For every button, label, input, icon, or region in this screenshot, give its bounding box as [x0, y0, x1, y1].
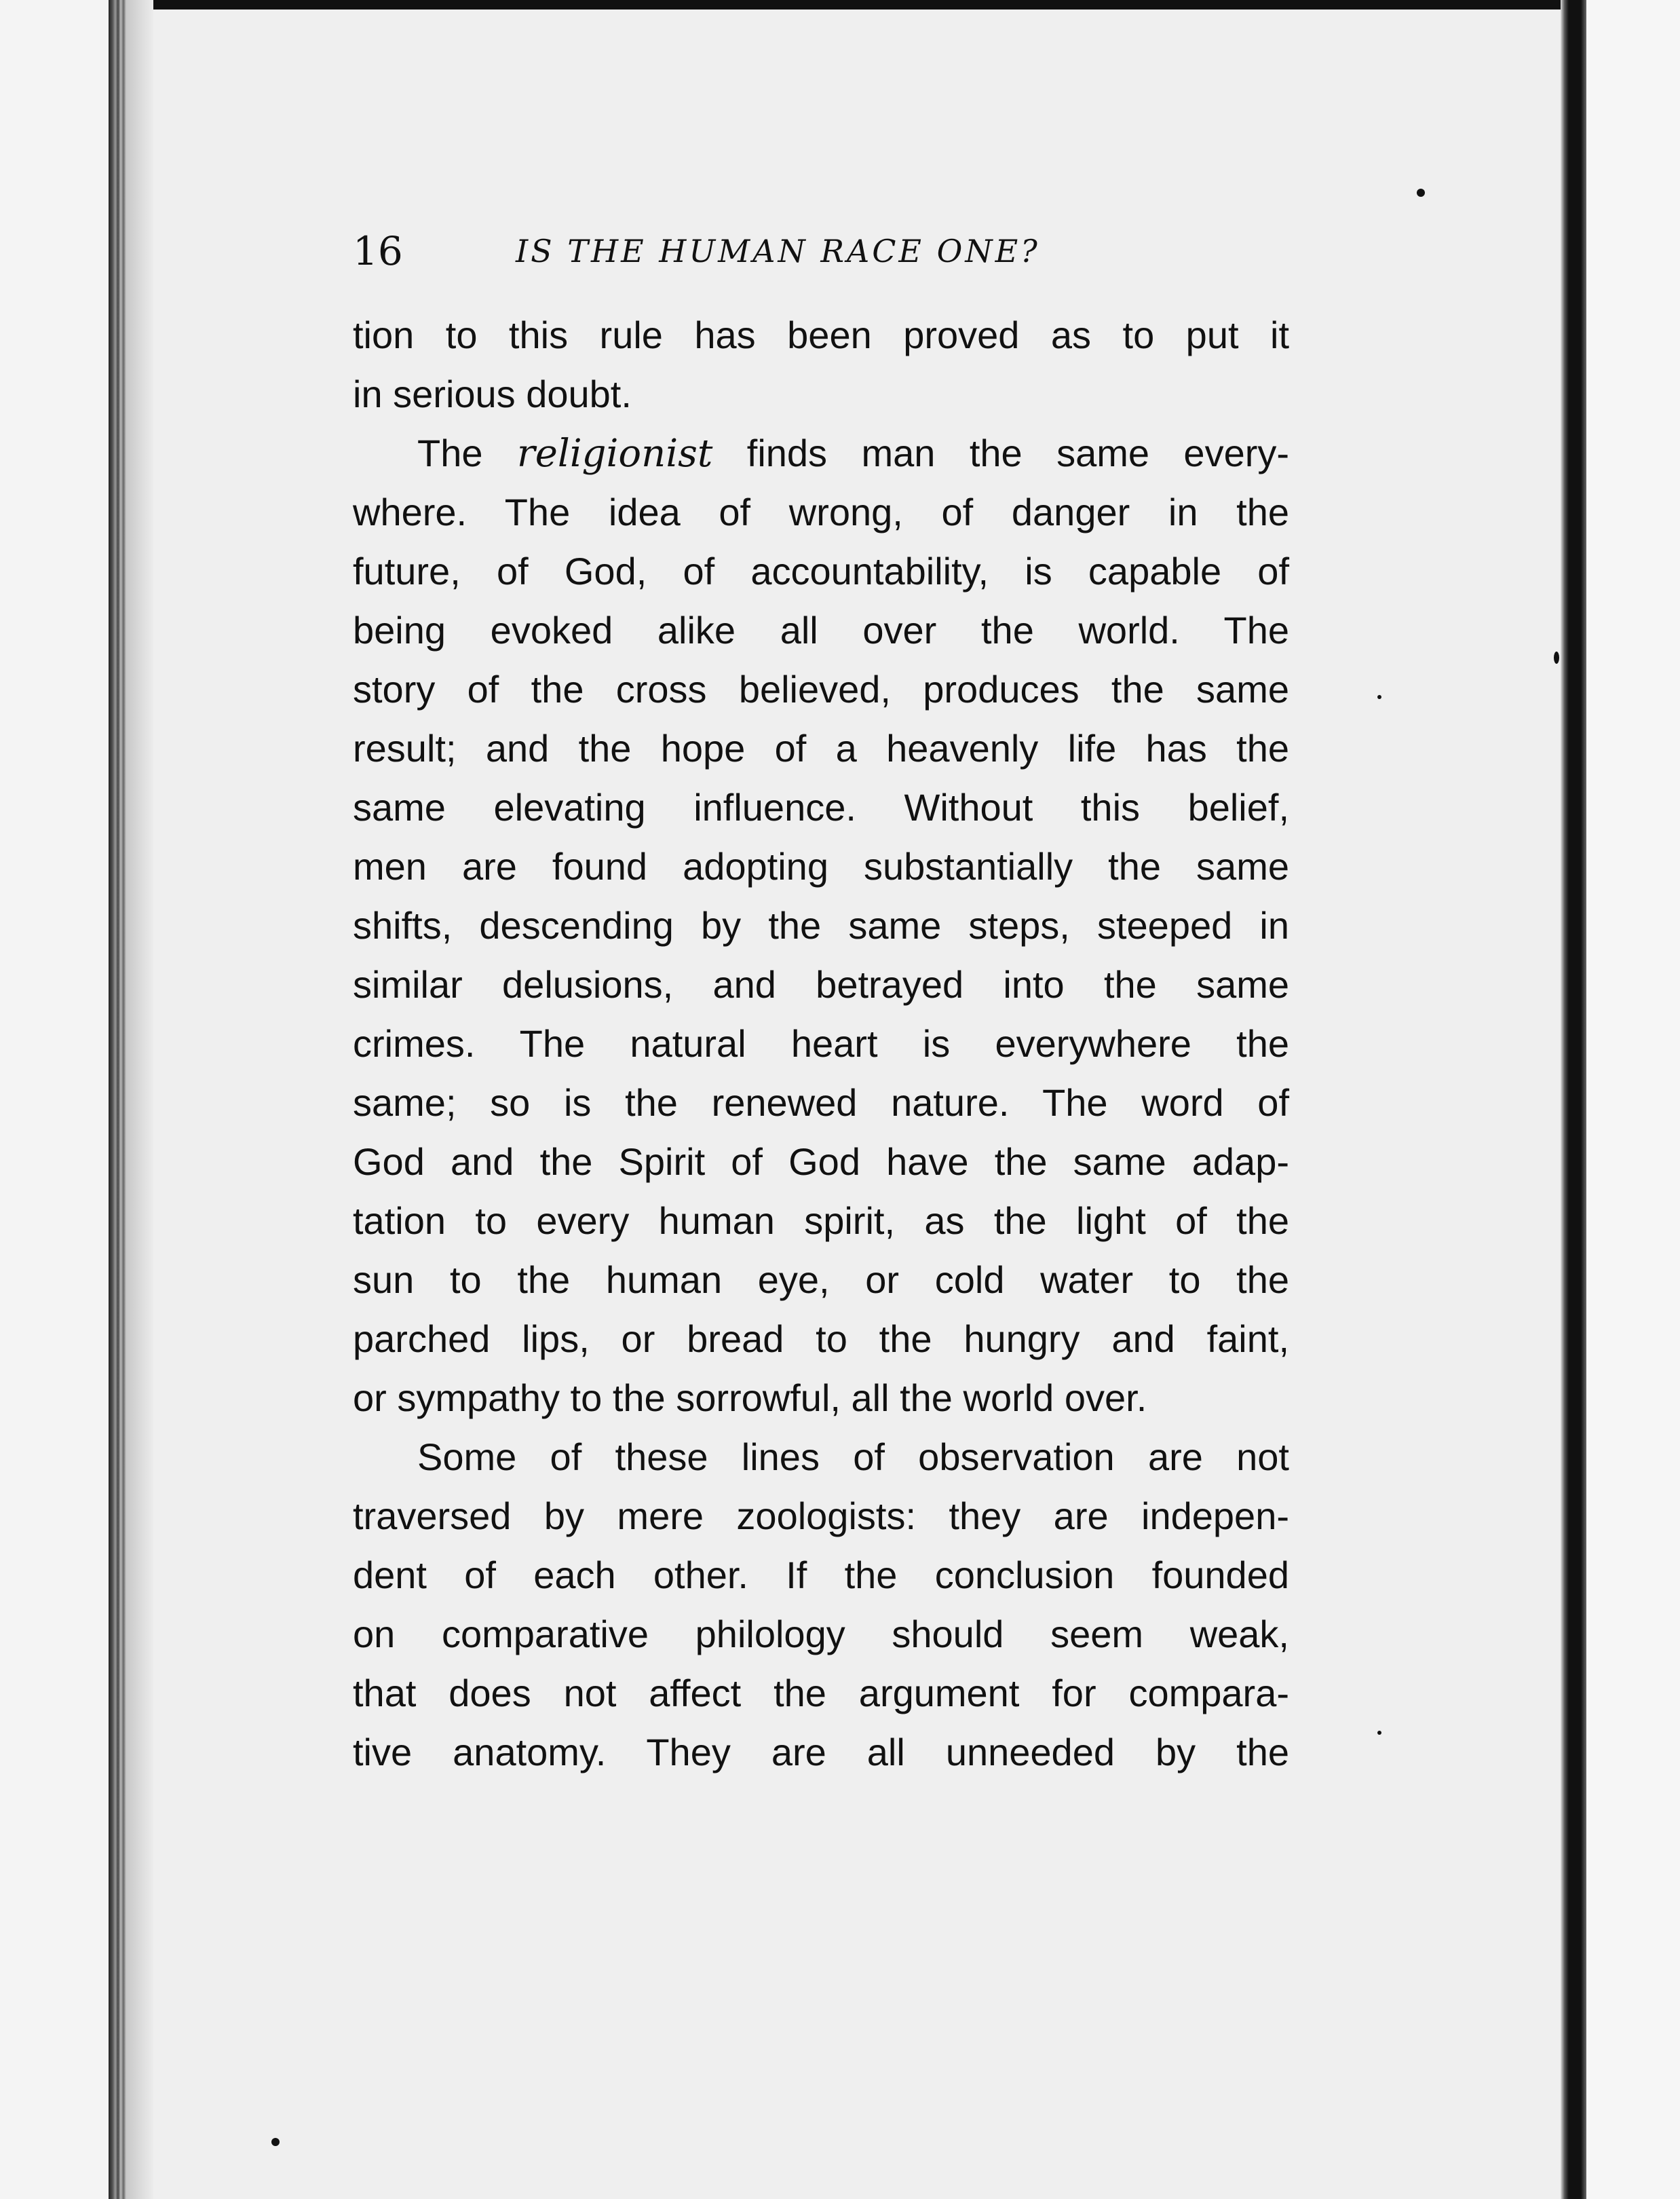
text-line: story of the cross believed, produces the same — [353, 668, 1289, 711]
text-line: tation to every human spirit, as the light of the — [353, 1199, 1289, 1242]
running-title: IS THE HUMAN RACE ONE? — [516, 233, 1040, 269]
scan-top-border — [109, 0, 1561, 10]
text-line: future, of God, of accountability, is capable of — [353, 550, 1289, 593]
scan-speck — [1417, 189, 1425, 197]
paragraph-lead: The — [417, 432, 483, 474]
text-line: where. The idea of wrong, of danger in the — [353, 491, 1289, 533]
text-line: tion to this rule has been proved as to put it — [353, 314, 1289, 356]
scan-speck — [271, 2138, 280, 2146]
text-line: men are found adopting substantially the same — [353, 845, 1289, 888]
text-line — [353, 424, 1289, 483]
text-line: crimes. The natural heart is everywhere the — [353, 1022, 1289, 1065]
page-stack-left-edge — [109, 0, 126, 2199]
running-head — [353, 224, 1303, 278]
text-line: tive anatomy. They are all unneeded by the — [353, 1731, 1289, 1773]
page-number: 16 — [353, 228, 403, 274]
text-line: on comparative philology should seem weak, — [353, 1613, 1289, 1655]
text-line: shifts, descending by the same steps, steeped in — [353, 904, 1289, 947]
text-line: result; and the hope of a heavenly life has the — [353, 727, 1289, 770]
italic-term: religionist — [516, 432, 713, 476]
text-line: that does not affect the argument for compara- — [353, 1672, 1289, 1714]
text-line-rest: finds man the same every- — [746, 432, 1290, 474]
text-line: or sympathy to the sorrowful, all the world over. — [353, 1376, 1147, 1419]
gutter-shadow — [126, 0, 153, 2199]
text-line: sun to the human eye, or cold water to the — [353, 1258, 1289, 1301]
text-line: being evoked alike all over the world. The — [353, 609, 1289, 652]
binding-right-edge — [1561, 0, 1586, 2199]
body-text — [353, 305, 1289, 1782]
scan-speck — [1554, 652, 1559, 664]
text-line: similar delusions, and betrayed into the same — [353, 963, 1289, 1006]
text-line: God and the Spirit of God have the same adap- — [353, 1140, 1289, 1183]
text-line: dent of each other. If the conclusion founded — [353, 1554, 1289, 1596]
scan-speck — [1377, 695, 1381, 699]
text-line: in serious doubt. — [353, 373, 632, 415]
text-line: traversed by mere zoologists: they are indepen- — [353, 1495, 1289, 1537]
facing-page-strip — [1586, 0, 1680, 2199]
scan-speck — [1377, 1731, 1381, 1735]
text-line: same elevating influence. Without this belief, — [353, 786, 1289, 829]
text-line: Some of these lines of observation are not — [417, 1435, 1289, 1478]
text-line: same; so is the renewed nature. The word of — [353, 1081, 1289, 1124]
text-line: parched lips, or bread to the hungry and faint, — [353, 1317, 1289, 1360]
